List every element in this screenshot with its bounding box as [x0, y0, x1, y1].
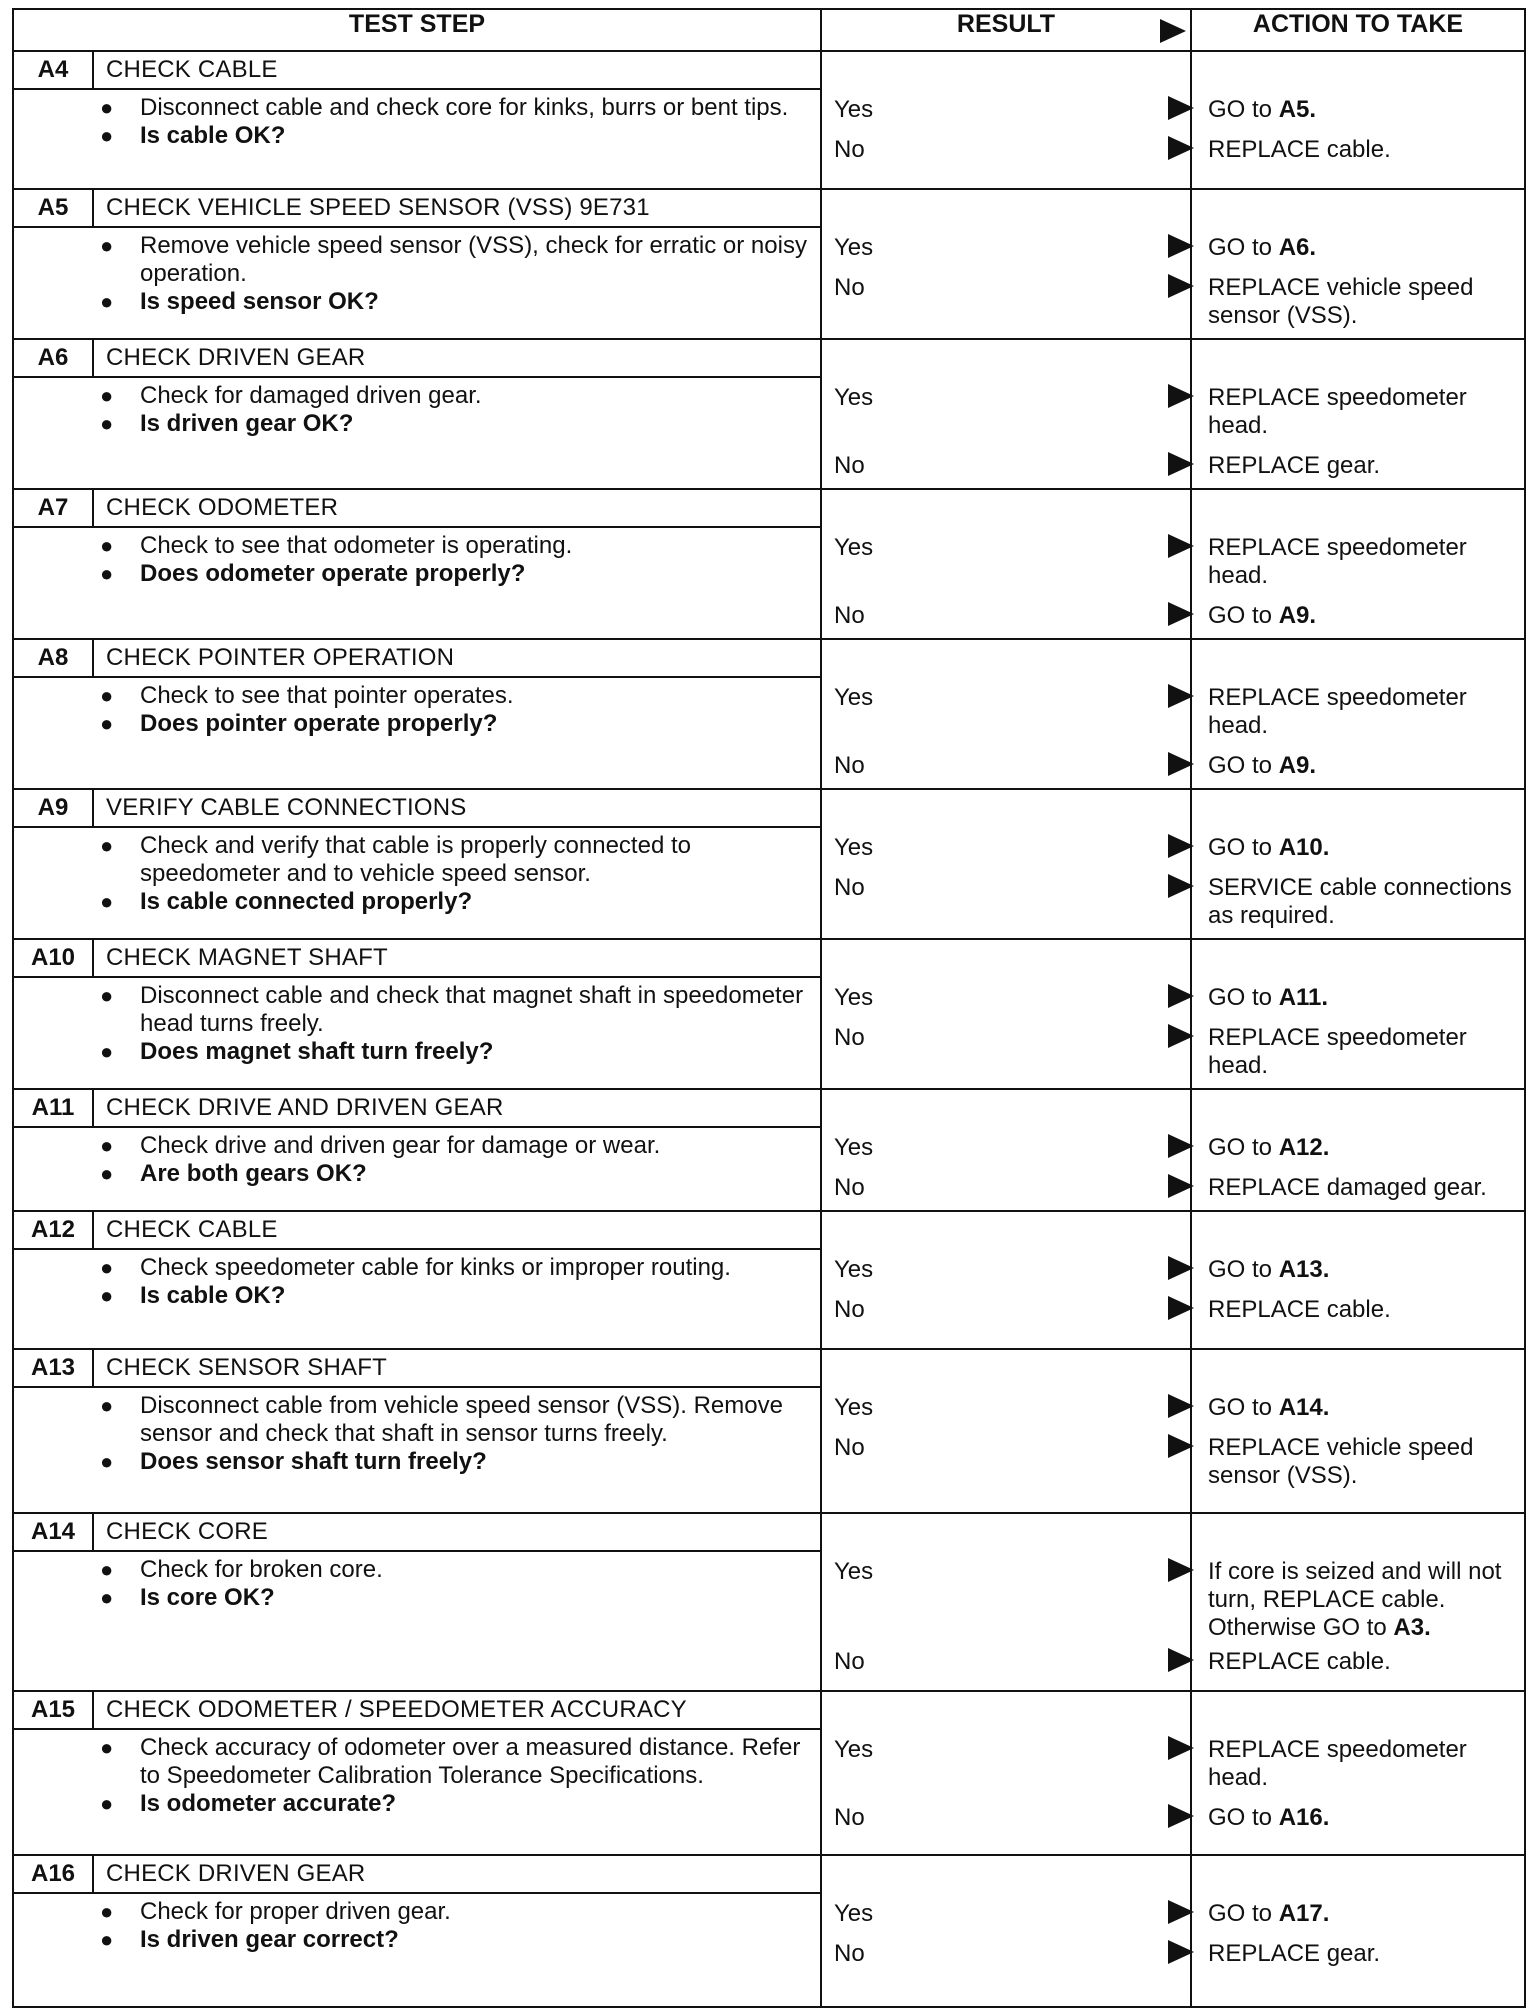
result-no: [834, 1434, 865, 1462]
result-no-label: No: [834, 1940, 865, 1967]
result-yes: [834, 684, 873, 712]
header-action: ACTION TO TAKE: [1191, 9, 1525, 51]
step-bullets: [14, 90, 820, 154]
result-cell: [821, 339, 1191, 489]
result-no-label: No: [834, 1648, 865, 1675]
bullet-icon: ●: [100, 95, 114, 120]
step-bullets: [14, 228, 820, 320]
step-question: ● Is core OK?: [92, 1584, 810, 1612]
arrow-icon: [1160, 19, 1186, 43]
step-header: [14, 790, 820, 828]
bullet-icon: ●: [100, 1735, 114, 1760]
step-id: A4: [14, 52, 94, 88]
action-yes: REPLACE speedometer head.: [1208, 684, 1467, 739]
action-no: REPLACE cable.: [1208, 1296, 1391, 1323]
bullet-icon: ●: [100, 383, 114, 408]
step-row-a5: [13, 189, 1525, 339]
action-yes: GO to A12.: [1208, 1134, 1330, 1161]
header-test-step: TEST STEP: [13, 9, 821, 51]
step-question: ● Is driven gear OK?: [92, 410, 810, 438]
test-step-cell: [13, 1513, 821, 1691]
step-header: [14, 640, 820, 678]
result-yes-label: Yes: [834, 834, 874, 861]
step-question: ● Is driven gear correct?: [92, 1926, 810, 1954]
bullet-icon: ●: [100, 1899, 114, 1924]
step-row-a8: [13, 639, 1525, 789]
result-no: [834, 136, 865, 164]
step-id: A11: [14, 1090, 94, 1126]
step-question: ● Is odometer accurate?: [92, 1790, 810, 1818]
step-header: [14, 1856, 820, 1894]
result-yes-label: Yes: [834, 1134, 874, 1161]
test-step-cell: [13, 189, 821, 339]
result-yes: [834, 1900, 873, 1928]
step-title: CHECK CORE: [106, 1518, 269, 1545]
result-no: [834, 1024, 865, 1052]
step-bullets: [14, 1388, 820, 1480]
action-cell: [1191, 939, 1525, 1089]
result-yes-label: Yes: [834, 1736, 874, 1763]
result-no: [834, 1174, 865, 1202]
bullet-icon: ●: [100, 411, 114, 436]
action-cell: [1191, 1513, 1525, 1691]
step-row-a11: [13, 1089, 1525, 1211]
step-instruction: ● Check to see that odometer is operating.: [92, 532, 810, 560]
step-question: ● Is cable connected properly?: [92, 888, 810, 916]
step-row-a4: [13, 51, 1525, 189]
step-title: CHECK DRIVEN GEAR: [106, 344, 366, 371]
step-header: [14, 1692, 820, 1730]
step-instruction: ● Check drive and driven gear for damage or wear.: [92, 1132, 810, 1160]
action-yes: REPLACE speedometer head.: [1208, 384, 1467, 439]
step-instruction: ● Check speedometer cable for kinks or improper routing.: [92, 1254, 810, 1282]
result-no: [834, 752, 865, 780]
action-no: GO to A9.: [1208, 602, 1317, 629]
step-title: CHECK ODOMETER: [106, 494, 339, 521]
result-yes: [834, 234, 873, 262]
bullet-icon: ●: [100, 1449, 114, 1474]
result-no-label: No: [834, 452, 865, 479]
action-cell: [1191, 1089, 1525, 1211]
header-result: [821, 9, 1191, 51]
step-question: ● Does odometer operate properly?: [92, 560, 810, 588]
step-row-a9: [13, 789, 1525, 939]
bullet-icon: ●: [100, 1255, 114, 1280]
bullet-icon: ●: [100, 889, 114, 914]
test-step-cell: [13, 789, 821, 939]
step-id: A12: [14, 1212, 94, 1248]
step-title: VERIFY CABLE CONNECTIONS: [106, 794, 467, 821]
action-yes: GO to A14.: [1208, 1394, 1330, 1421]
test-step-cell: [13, 1211, 821, 1349]
result-yes-label: Yes: [834, 684, 874, 711]
result-no-label: No: [834, 1434, 865, 1461]
step-question: ● Does magnet shaft turn freely?: [92, 1038, 810, 1066]
action-cell: [1191, 1855, 1525, 2007]
step-id: A16: [14, 1856, 94, 1892]
bullet-icon: ●: [100, 533, 114, 558]
test-step-cell: [13, 1691, 821, 1855]
bullet-icon: ●: [100, 1283, 114, 1308]
result-no: [834, 1804, 865, 1832]
diagnostic-table: [12, 8, 1526, 2008]
action-yes: GO to A5.: [1208, 96, 1317, 123]
bullet-icon: ●: [100, 833, 114, 858]
step-instruction: ● Disconnect cable and check core for kinks, burrs or bent tips.: [92, 94, 810, 122]
step-header: [14, 1090, 820, 1128]
step-bullets: [14, 828, 820, 920]
bullet-icon: ●: [100, 1585, 114, 1610]
step-row-a6: [13, 339, 1525, 489]
result-no: [834, 602, 865, 630]
action-no: REPLACE gear.: [1208, 1940, 1381, 1967]
step-id: A6: [14, 340, 94, 376]
bullet-icon: ●: [100, 1557, 114, 1582]
step-header: [14, 1350, 820, 1388]
action-yes: REPLACE speedometer head.: [1208, 534, 1467, 589]
step-instruction: ● Disconnect cable from vehicle speed sensor (VSS). Remove sensor and check that shaft in sensor turns freely.: [92, 1392, 810, 1448]
result-yes-label: Yes: [834, 1900, 874, 1927]
result-cell: [821, 1855, 1191, 2007]
result-no: [834, 1648, 865, 1676]
step-title: CHECK MAGNET SHAFT: [106, 944, 388, 971]
step-bullets: [14, 528, 820, 592]
step-title: CHECK VEHICLE SPEED SENSOR (VSS) 9E731: [106, 194, 650, 221]
step-id: A13: [14, 1350, 94, 1386]
result-yes-label: Yes: [834, 384, 874, 411]
step-id: A8: [14, 640, 94, 676]
step-row-a16: [13, 1855, 1525, 2007]
step-title: CHECK POINTER OPERATION: [106, 644, 455, 671]
step-title: CHECK SENSOR SHAFT: [106, 1354, 387, 1381]
result-cell: [821, 789, 1191, 939]
step-question: ● Is speed sensor OK?: [92, 288, 810, 316]
result-yes: [834, 1134, 873, 1162]
result-no-label: No: [834, 1024, 865, 1051]
action-cell: [1191, 51, 1525, 189]
action-no: SERVICE cable connections as required.: [1208, 874, 1512, 929]
action-cell: [1191, 189, 1525, 339]
action-no: REPLACE speedometer head.: [1208, 1024, 1467, 1079]
result-cell: [821, 1513, 1191, 1691]
step-id: A7: [14, 490, 94, 526]
action-yes: GO to A10.: [1208, 834, 1330, 861]
step-question: ● Are both gears OK?: [92, 1160, 810, 1188]
action-no: GO to A9.: [1208, 752, 1317, 779]
step-instruction: ● Check for damaged driven gear.: [92, 382, 810, 410]
step-id: A15: [14, 1692, 94, 1728]
header-row: [13, 9, 1525, 51]
step-bullets: [14, 1250, 820, 1314]
test-step-cell: [13, 939, 821, 1089]
result-yes: [834, 96, 873, 124]
bullet-icon: ●: [100, 233, 114, 258]
step-row-a14: [13, 1513, 1525, 1691]
step-row-a13: [13, 1349, 1525, 1513]
result-yes-label: Yes: [834, 234, 874, 261]
step-question: ● Does pointer operate properly?: [92, 710, 810, 738]
action-no: REPLACE cable.: [1208, 1648, 1391, 1675]
result-yes: [834, 834, 873, 862]
result-yes-label: Yes: [834, 1394, 874, 1421]
test-step-cell: [13, 1855, 821, 2007]
test-step-cell: [13, 51, 821, 189]
result-yes: [834, 384, 873, 412]
bullet-icon: ●: [100, 123, 114, 148]
bullet-icon: ●: [100, 561, 114, 586]
step-id: A5: [14, 190, 94, 226]
step-question: ● Is cable OK?: [92, 122, 810, 150]
test-step-cell: [13, 1349, 821, 1513]
step-instruction: ● Check accuracy of odometer over a measured distance. Refer to Speedometer Calibration Tolerance Specifications.: [92, 1734, 810, 1790]
bullet-icon: ●: [100, 289, 114, 314]
step-id: A9: [14, 790, 94, 826]
result-yes-label: Yes: [834, 534, 874, 561]
action-cell: [1191, 1349, 1525, 1513]
result-cell: [821, 1349, 1191, 1513]
action-cell: [1191, 639, 1525, 789]
step-bullets: [14, 1894, 820, 1958]
header-result-label: RESULT: [956, 10, 1056, 38]
result-no: [834, 1296, 865, 1324]
result-cell: [821, 489, 1191, 639]
bullet-icon: ●: [100, 983, 114, 1008]
step-title: CHECK DRIVEN GEAR: [106, 1860, 366, 1887]
result-yes-label: Yes: [834, 96, 874, 123]
step-question: ● Is cable OK?: [92, 1282, 810, 1310]
step-row-a15: [13, 1691, 1525, 1855]
step-instruction: ● Disconnect cable and check that magnet shaft in speedometer head turns freely.: [92, 982, 810, 1038]
action-yes: If core is seized and will not turn, REPLACE cable. Otherwise GO to A3.: [1208, 1558, 1502, 1641]
test-step-cell: [13, 489, 821, 639]
step-title: CHECK DRIVE AND DRIVEN GEAR: [106, 1094, 504, 1121]
step-header: [14, 490, 820, 528]
action-no: REPLACE cable.: [1208, 136, 1391, 163]
bullet-icon: ●: [100, 1161, 114, 1186]
action-yes: GO to A17.: [1208, 1900, 1330, 1927]
step-title: CHECK CABLE: [106, 56, 278, 83]
action-yes: GO to A13.: [1208, 1256, 1330, 1283]
bullet-icon: ●: [100, 1393, 114, 1418]
step-title: CHECK CABLE: [106, 1216, 278, 1243]
step-bullets: [14, 378, 820, 442]
diagnostic-chart: [12, 8, 1524, 1967]
step-header: [14, 1514, 820, 1552]
step-bullets: [14, 678, 820, 742]
step-row-a12: [13, 1211, 1525, 1349]
step-header: [14, 1212, 820, 1250]
bullet-icon: ●: [100, 1133, 114, 1158]
step-instruction: ● Check to see that pointer operates.: [92, 682, 810, 710]
result-cell: [821, 51, 1191, 189]
step-id: A14: [14, 1514, 94, 1550]
action-no: REPLACE gear.: [1208, 452, 1381, 479]
bullet-icon: ●: [100, 1791, 114, 1816]
step-bullets: [14, 1730, 820, 1822]
result-yes-label: Yes: [834, 984, 874, 1011]
step-instruction: ● Check for broken core.: [92, 1556, 810, 1584]
action-yes: GO to A6.: [1208, 234, 1317, 261]
action-no: GO to A16.: [1208, 1804, 1330, 1831]
step-header: [14, 940, 820, 978]
result-cell: [821, 939, 1191, 1089]
action-cell: [1191, 339, 1525, 489]
result-no-label: No: [834, 274, 865, 301]
step-header: [14, 340, 820, 378]
step-instruction: ● Check and verify that cable is properly connected to speedometer and to vehicle speed sensor.: [92, 832, 810, 888]
result-no: [834, 452, 865, 480]
result-no-label: No: [834, 1804, 865, 1831]
bullet-icon: ●: [100, 1927, 114, 1952]
step-title: CHECK ODOMETER / SPEEDOMETER ACCURACY: [106, 1696, 687, 1723]
result-no-label: No: [834, 1174, 865, 1201]
action-cell: [1191, 1211, 1525, 1349]
result-cell: [821, 1089, 1191, 1211]
step-instruction: ● Remove vehicle speed sensor (VSS), check for erratic or noisy operation.: [92, 232, 810, 288]
result-yes: [834, 534, 873, 562]
result-no-label: No: [834, 752, 865, 779]
bullet-icon: ●: [100, 1039, 114, 1064]
result-yes: [834, 1558, 873, 1586]
step-header: [14, 52, 820, 90]
test-step-cell: [13, 339, 821, 489]
result-yes-label: Yes: [834, 1558, 874, 1585]
result-no: [834, 874, 865, 902]
bullet-icon: ●: [100, 683, 114, 708]
step-id: A10: [14, 940, 94, 976]
result-cell: [821, 1211, 1191, 1349]
result-no-label: No: [834, 1296, 865, 1323]
result-yes: [834, 1736, 873, 1764]
test-step-cell: [13, 1089, 821, 1211]
action-no: REPLACE vehicle speed sensor (VSS).: [1208, 274, 1474, 329]
result-yes: [834, 1256, 873, 1284]
step-bullets: [14, 1128, 820, 1192]
bullet-icon: ●: [100, 711, 114, 736]
step-row-a10: [13, 939, 1525, 1089]
action-cell: [1191, 789, 1525, 939]
action-no: REPLACE damaged gear.: [1208, 1174, 1487, 1201]
step-question: ● Does sensor shaft turn freely?: [92, 1448, 810, 1476]
result-yes-label: Yes: [834, 1256, 874, 1283]
result-cell: [821, 639, 1191, 789]
step-header: [14, 190, 820, 228]
action-yes: REPLACE speedometer head.: [1208, 1736, 1467, 1791]
result-no-label: No: [834, 136, 865, 163]
result-cell: [821, 1691, 1191, 1855]
step-instruction: ● Check for proper driven gear.: [92, 1898, 810, 1926]
action-no: REPLACE vehicle speed sensor (VSS).: [1208, 1434, 1474, 1489]
result-yes: [834, 984, 873, 1012]
step-bullets: [14, 1552, 820, 1616]
result-no-label: No: [834, 602, 865, 629]
result-yes: [834, 1394, 873, 1422]
action-cell: [1191, 1691, 1525, 1855]
step-row-a7: [13, 489, 1525, 639]
test-step-cell: [13, 639, 821, 789]
result-no-label: No: [834, 874, 865, 901]
action-yes: GO to A11.: [1208, 984, 1329, 1011]
result-cell: [821, 189, 1191, 339]
action-cell: [1191, 489, 1525, 639]
result-no: [834, 274, 865, 302]
step-bullets: [14, 978, 820, 1070]
